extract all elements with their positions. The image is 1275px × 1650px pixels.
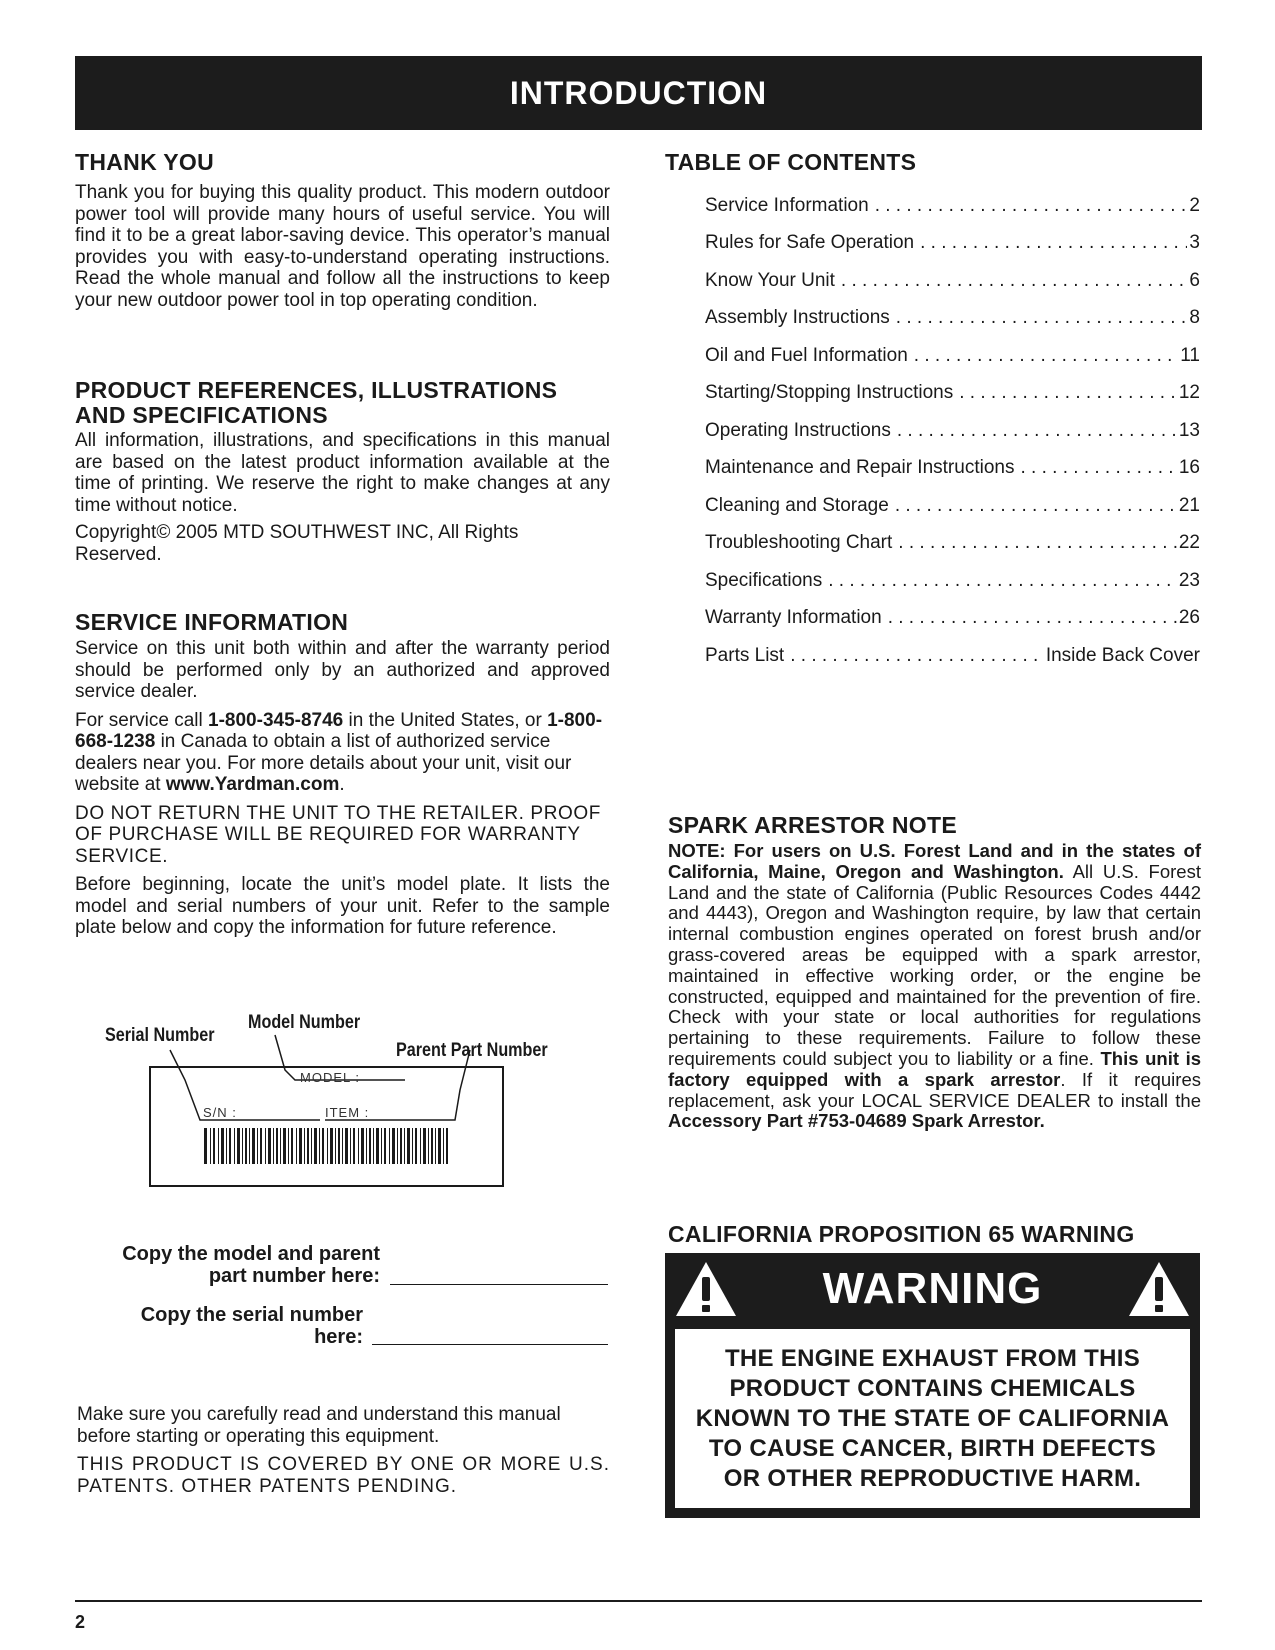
spark-body: All U.S. Forest Land and the state of California (Public Resources Codes 4442 and 4443), Oregon and Washington require, by law that certain internal combustion engines operated on forest brush and/or grass-covered areas be equipped with a spark arrestor, maintained in effective working order, or the engine be constructed, equipped and maintained for the prevention of fire. Check with your state or local authorities for regulations pertaining to these requirements. Failure to follow these requirements could subject you to liability or a fine.: [668, 860, 1201, 1069]
model-number-write-line[interactable]: [390, 1284, 608, 1285]
toc-item-title: Cleaning and Storage: [705, 495, 889, 516]
phone-us: 1-800-345-8746: [208, 709, 344, 731]
model-plate-instructions: Before beginning, locate the unit’s model plate. It lists the model and serial numbers of your unit. Refer to the sample plate below and copy the information for future reference.: [75, 874, 610, 938]
toc-item-page: 8: [1189, 307, 1200, 328]
toc-leader-dots: [828, 570, 1177, 592]
toc-leader-dots: [959, 382, 1177, 404]
spark-arrestor-section: [668, 813, 1201, 1132]
toc-item[interactable]: [705, 645, 1200, 669]
warning-title: WARNING: [822, 1264, 1043, 1313]
toc-heading: TABLE OF CONTENTS: [665, 149, 917, 175]
toc-item-title: Know Your Unit: [705, 270, 835, 291]
phone-canada: 1-800-668-1238: [75, 709, 603, 752]
serial-number-write-line[interactable]: [372, 1344, 608, 1345]
section-banner: [75, 56, 1202, 130]
return-notice: DO NOT RETURN THE UNIT TO THE RETAILER. PROOF OF PURCHASE WILL BE REQUIRED FOR WARRANTY SERVICE.: [75, 802, 601, 867]
toc-item[interactable]: [705, 307, 1200, 331]
parent-part-number-label: Parent Part Number: [396, 1040, 548, 1061]
toc-item-title: Rules for Safe Operation: [705, 232, 915, 253]
toc-item-page: 16: [1178, 457, 1200, 478]
toc-item[interactable]: [705, 532, 1200, 556]
toc-leader-dots: [1020, 457, 1176, 479]
call-mid: in the United States, or: [343, 709, 548, 731]
call-prefix: For service call: [75, 709, 209, 731]
toc-item-title: Troubleshooting Chart: [705, 532, 893, 553]
warning-line-5: OR OTHER REPRODUCTIVE HARM.: [723, 1464, 1142, 1492]
toc-item[interactable]: [705, 570, 1200, 594]
warning-line-1: THE ENGINE EXHAUST FROM THIS: [724, 1344, 1141, 1372]
product-references-heading-line2: AND SPECIFICATIONS: [75, 402, 328, 428]
toc-item[interactable]: [705, 457, 1200, 481]
toc-item[interactable]: [705, 345, 1200, 369]
toc-leader-dots: [790, 645, 1044, 667]
toc-item[interactable]: [705, 382, 1200, 406]
warning-line-4: TO CAUSE CANCER, BIRTH DEFECTS: [708, 1434, 1157, 1462]
spark-equipped-bold: This unit is factory equipped with a spark arrestor: [668, 1047, 1201, 1090]
toc-item-page: Inside Back Cover: [1045, 645, 1200, 666]
service-information-heading: SERVICE INFORMATION: [75, 609, 349, 635]
toc-item-page: 6: [1189, 270, 1200, 291]
spark-body2: . If it requires replacement, ask your LOCAL SERVICE DEALER to install the: [668, 1068, 1201, 1111]
toc-leader-dots: [896, 307, 1188, 329]
copy-model-line1: Copy the model and parent: [122, 1243, 380, 1265]
toc-item-title: Assembly Instructions: [705, 307, 890, 328]
copy-serial-line2: here:: [314, 1326, 363, 1348]
patents-note: THIS PRODUCT IS COVERED BY ONE OR MORE U.S. PATENTS. OTHER PATENTS PENDING.: [77, 1454, 610, 1497]
service-info-body: Service on this unit both within and after the warranty period should be performed only by an authorized and approved service dealer.: [75, 638, 610, 702]
service-call-paragraph: [75, 710, 610, 796]
footer-rule: [75, 1600, 1202, 1602]
toc-item-page: 11: [1180, 345, 1200, 366]
prop65-heading: CALIFORNIA PROPOSITION 65 WARNING: [668, 1221, 1135, 1247]
toc-item[interactable]: [705, 607, 1200, 631]
thank-you-heading: THANK YOU: [75, 149, 215, 175]
toc-item-page: 23: [1178, 570, 1200, 591]
spark-arrestor-body: [668, 841, 1201, 1132]
toc-item-title: Parts List: [705, 645, 785, 666]
toc-item-page: 12: [1178, 382, 1200, 403]
toc-item[interactable]: [705, 420, 1200, 444]
toc-leader-dots: [895, 495, 1177, 517]
toc-item-title: Maintenance and Repair Instructions: [705, 457, 1015, 478]
toc-item-title: Service Information: [705, 195, 869, 216]
toc-item-page: 2: [1189, 195, 1200, 216]
warning-message: [675, 1329, 1190, 1508]
toc-item-title: Starting/Stopping Instructions: [705, 382, 954, 403]
toc-leader-dots: [897, 420, 1177, 442]
toc-item-title: Oil and Fuel Information: [705, 345, 908, 366]
toc-item-title: Specifications: [705, 570, 823, 591]
product-references-section: [75, 378, 610, 565]
copy-model-line2: part number here:: [208, 1265, 380, 1287]
spark-note-bold: NOTE: For users on U.S. Forest Land and in the states of California, Maine, Oregon and Washington.: [668, 840, 1201, 882]
footer-notes: [77, 1404, 610, 1497]
read-manual-note: Make sure you carefully read and understand this manual before starting or operating this equipment.: [77, 1404, 561, 1447]
thank-you-body: Thank you for buying this quality product. This modern outdoor power tool will provide many hours of useful service. You will find it to be a great labor-saving device. This operator’s manual provides you with easy-to-understand operating instructions. Read the whole manual and follow all the instructions to keep your new outdoor power tool in top operating condition.: [75, 182, 610, 311]
toc-leader-dots: [841, 270, 1188, 292]
copy-model-label: [60, 1243, 380, 1287]
toc-item-page: 21: [1178, 495, 1200, 516]
toc-leader-dots: [920, 232, 1187, 254]
toc-item[interactable]: [705, 270, 1200, 294]
thank-you-section: [75, 150, 610, 311]
product-references-heading-line1: PRODUCT REFERENCES, ILLUSTRATIONS: [75, 377, 558, 403]
copy-serial-label: [60, 1304, 363, 1348]
toc-item[interactable]: [705, 195, 1200, 219]
website-link[interactable]: www.Yardman.com: [165, 774, 340, 795]
warning-line-2: PRODUCT CONTAINS CHEMICALS: [729, 1374, 1136, 1402]
toc-item[interactable]: [705, 232, 1200, 256]
sn-field-label: S/N :: [203, 1105, 237, 1120]
prop65-warning-box: [665, 1253, 1200, 1518]
toc-item[interactable]: [705, 495, 1200, 519]
toc-item-page: 13: [1178, 420, 1200, 441]
warning-line-3: KNOWN TO THE STATE OF CALIFORNIA: [695, 1404, 1170, 1432]
product-references-body: All information, illustrations, and specifications in this manual are based on the latest product information available at the time of printing. We reserve the right to make changes at any time without notice.: [75, 430, 610, 516]
call-period: .: [339, 774, 345, 795]
toc-item-page: 26: [1178, 607, 1200, 628]
spark-arrestor-heading: SPARK ARRESTOR NOTE: [668, 812, 957, 838]
toc-leader-dots: [875, 195, 1188, 217]
model-field-label: MODEL :: [300, 1070, 360, 1085]
copyright-text: Copyright© 2005 MTD SOUTHWEST INC, All Rights Reserved.: [75, 522, 519, 565]
toc-leader-dots: [898, 532, 1177, 554]
service-information-section: [75, 610, 610, 939]
call-suffix: in Canada to obtain a list of authorized service dealers near you. For more details about your unit, visit our website at: [75, 731, 572, 795]
model-number-label: Model Number: [248, 1012, 361, 1033]
spark-part-bold: Accessory Part #753-04689 Spark Arrestor.: [668, 1110, 1045, 1132]
toc-item-title: Operating Instructions: [705, 420, 891, 441]
banner-title: INTRODUCTION: [509, 74, 768, 111]
toc-item-page: 22: [1178, 532, 1200, 553]
toc-item-title: Warranty Information: [705, 607, 882, 628]
copy-serial-line1: Copy the serial number: [140, 1304, 363, 1326]
barcode: [204, 1128, 448, 1164]
toc-item-page: 3: [1189, 232, 1200, 253]
warning-triangle-icon: [1126, 1259, 1192, 1319]
serial-number-label: Serial Number: [105, 1025, 215, 1046]
page-number: 2: [75, 1612, 86, 1632]
toc-leader-dots: [888, 607, 1177, 629]
toc-leader-dots: [914, 345, 1179, 367]
item-field-label: ITEM :: [325, 1105, 370, 1120]
